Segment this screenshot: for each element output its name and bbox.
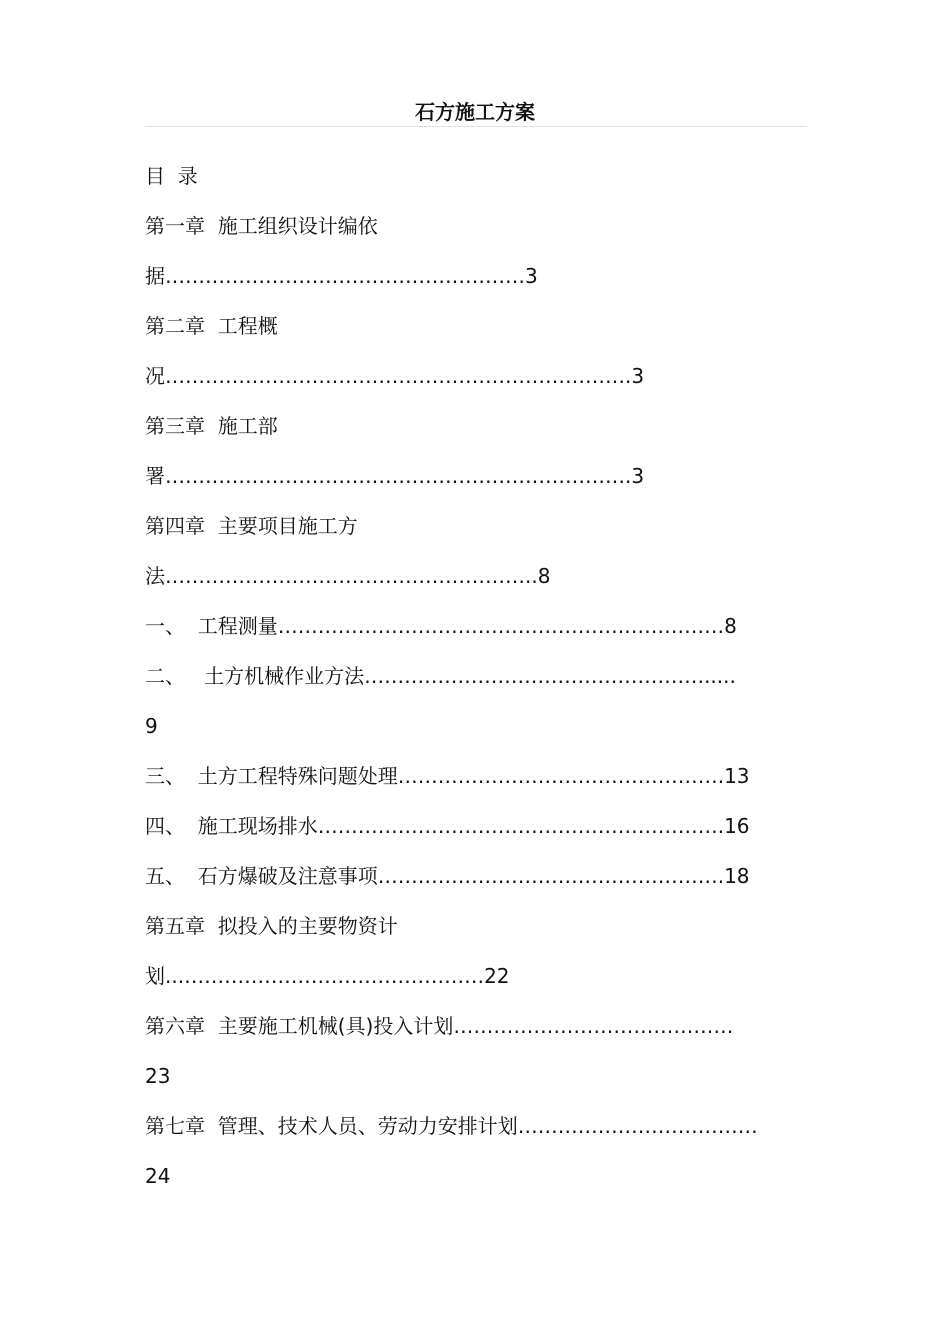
toc-line: 第六章 主要施工机械(具)投入计划…………………………………… xyxy=(145,1014,734,1038)
toc-line: 五、 石方爆破及注意事项…………………………………………….18 xyxy=(145,864,750,888)
toc-line: 第二章 工程概 xyxy=(145,314,278,338)
table-of-contents xyxy=(145,161,807,1211)
toc-line: 23 xyxy=(145,1064,171,1088)
toc-line: 9 xyxy=(145,714,158,738)
toc-line: 四、 施工现场排水…………………………………………………….16 xyxy=(145,814,750,838)
toc-line: 24 xyxy=(145,1164,171,1188)
toc-line: 三、 土方工程特殊问题处理………………………………………….13 xyxy=(145,764,750,788)
toc-line: 法………………………………………………..8 xyxy=(145,564,551,588)
toc-line: 据………………………………………………3 xyxy=(145,264,538,288)
title-divider xyxy=(145,126,807,127)
toc-line: 划...………………………………………22 xyxy=(145,964,510,988)
toc-line: 况…………………………………………………………….3 xyxy=(145,364,645,388)
toc-line: 二、 土方机械作业方法……………………………………………..... xyxy=(145,664,736,688)
toc-line: 第四章 主要项目施工方 xyxy=(145,514,358,538)
toc-line: 第一章 施工组织设计编依 xyxy=(145,214,378,238)
toc-heading: 目 录 xyxy=(145,164,198,188)
toc-line: 署…………………………………………………………….3 xyxy=(145,464,645,488)
toc-line: 第五章 拟投入的主要物资计 xyxy=(145,914,398,938)
toc-line: 第七章 管理、技术人员、劳动力安排计划……………………………… xyxy=(145,1114,758,1138)
toc-line: 第三章 施工部 xyxy=(145,414,278,438)
document-title: 石方施工方案 xyxy=(415,100,535,124)
toc-line: 一、 工程测量…………………………………………….……………8 xyxy=(145,614,737,638)
